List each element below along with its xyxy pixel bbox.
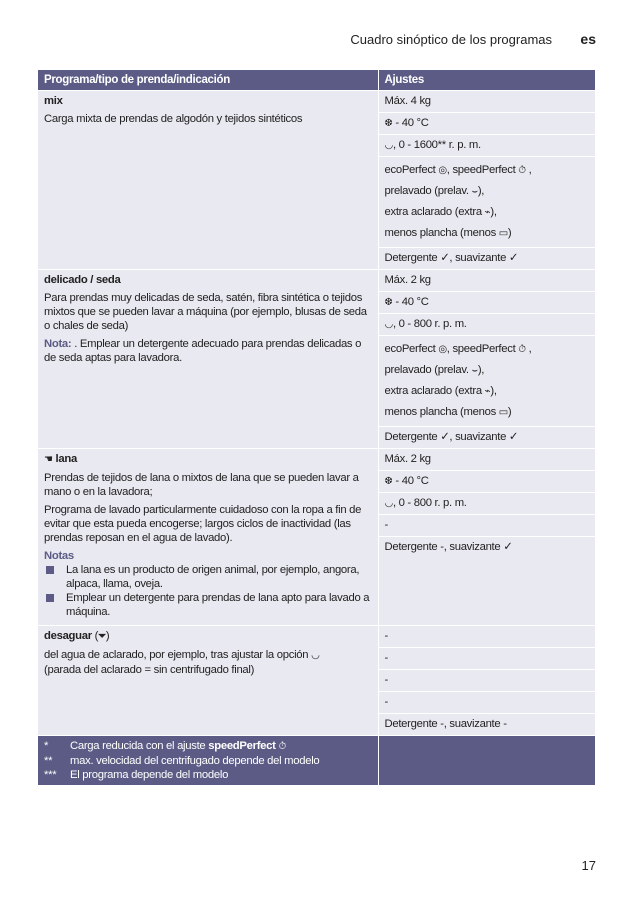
program-description: Carga mixta de prendas de algodón y tejidos sintéticos xyxy=(44,113,303,125)
eco-perfect-icon: ◎ xyxy=(438,165,447,176)
setting-load: Máx. 2 kg xyxy=(379,449,596,471)
page-header-title: Cuadro sinóptico de los programas xyxy=(350,32,552,47)
spin-icon: ◡ xyxy=(384,498,393,509)
note-item: La lana es un producto de origen animal, por ejemplo, angora, alpaca, llama, oveja. xyxy=(44,563,372,591)
setting-detergent: Detergente ✓, suavizante ✓ xyxy=(384,252,519,264)
temperature-icon: ❆ xyxy=(384,118,393,129)
table-header-row xyxy=(38,70,595,91)
page-number: 17 xyxy=(581,858,596,873)
temperature-icon: ❆ xyxy=(384,297,393,308)
settings-cell xyxy=(378,270,595,449)
setting-detergent: Detergente ✓, suavizante ✓ xyxy=(384,431,519,443)
table-row-desaguar xyxy=(38,626,595,736)
notes-label: Notas xyxy=(44,550,74,562)
setting-temperature: ❆ - 40 °C xyxy=(379,471,596,493)
prewash-icon: ⌣ xyxy=(471,365,478,376)
setting-detergent: Detergente -, suavizante ✓ xyxy=(384,541,513,553)
program-description: Para prendas muy delicadas de seda, satén, fibra sintética o tejidos mixtos que se pueden lavar a máquina (por ejemplo, blusas de seda o chales de seda) xyxy=(44,292,367,332)
footnote: *** El programa depende del modelo xyxy=(44,769,229,781)
iron-icon: ▭ xyxy=(498,228,508,239)
footnote: ** max. velocidad del centrifugado depende del modelo xyxy=(44,755,320,767)
settings-cell xyxy=(378,91,595,270)
extra-rinse-icon: ⌁ xyxy=(484,207,491,218)
program-description: del agua de aclarado, por ejemplo, tras ajustar la opción ◡ xyxy=(44,649,320,661)
iron-icon: ▭ xyxy=(498,407,508,418)
table-row-delicado-seda xyxy=(38,270,595,449)
spin-icon: ◡ xyxy=(311,650,320,661)
setting-temperature: - xyxy=(379,648,596,670)
note-item: Emplear un detergente para prendas de lana apto para lavado a máquina. xyxy=(44,591,372,619)
program-description: Prendas de tejidos de lana o mixtos de lana que se pueden lavar a mano o en la lavadora; xyxy=(44,472,359,498)
program-name: mix xyxy=(44,95,63,107)
program-cell xyxy=(38,270,378,449)
extra-rinse-icon: ⌁ xyxy=(484,386,491,397)
prewash-icon: ⌣ xyxy=(471,186,478,197)
footnotes-row xyxy=(38,736,595,786)
program-name: ☚ lana xyxy=(44,453,77,465)
column-header-settings: Ajustes xyxy=(378,70,595,91)
footnote: * Carga reducida con el ajuste speedPerfect ⏱ xyxy=(44,740,286,752)
setting-spin: ◡, 0 - 800 r. p. m. xyxy=(379,493,596,515)
column-header-program: Programa/tipo de prenda/indicación xyxy=(38,70,378,91)
wool-hand-icon: ☚ xyxy=(44,454,53,465)
setting-detergent: Detergente -, suavizante - xyxy=(384,718,507,730)
bullet-square-icon xyxy=(46,594,54,602)
program-name: desaguar (⏷) xyxy=(44,630,110,642)
setting-load: - xyxy=(379,626,596,648)
spin-icon: ◡ xyxy=(384,319,393,330)
speed-perfect-icon: ⏱ xyxy=(278,741,286,752)
program-description-2: (parada del aclarado = sin centrifugado final) xyxy=(44,664,255,676)
settings-cell xyxy=(378,449,595,626)
setting-spin: ◡, 0 - 1600** r. p. m. xyxy=(379,135,596,157)
program-cell xyxy=(38,91,378,270)
drain-icon: ⏷ xyxy=(98,631,106,642)
spin-icon: ◡ xyxy=(384,140,393,151)
temperature-icon: ❆ xyxy=(384,476,393,487)
note-label: Nota: xyxy=(44,338,72,350)
setting-temperature: ❆ - 40 °C xyxy=(379,113,596,135)
setting-temperature: ❆ - 40 °C xyxy=(379,292,596,314)
setting-load: Máx. 4 kg xyxy=(379,91,596,113)
bullet-square-icon xyxy=(46,566,54,574)
language-code: es xyxy=(580,31,596,47)
program-cell xyxy=(38,626,378,736)
setting-spin: ◡, 0 - 800 r. p. m. xyxy=(379,314,596,336)
setting-options: - xyxy=(379,515,596,537)
setting-options: ecoPerfect ◎, speedPerfect ⏱ , prelavado (prelav. ⌣), extra aclarado (extra ⌁), menos plancha (menos ▭) xyxy=(379,336,596,427)
setting-spin: - xyxy=(379,670,596,692)
speed-perfect-icon: ⏱ xyxy=(518,165,526,176)
program-note: Nota: . Emplear un detergente adecuado para prendas delicadas o de seda aptas para lavadora. xyxy=(44,338,362,364)
setting-load: Máx. 2 kg xyxy=(379,270,596,292)
program-table xyxy=(38,70,595,785)
speed-perfect-icon: ⏱ xyxy=(518,344,526,355)
footnotes-empty-cell xyxy=(378,736,595,786)
program-name: delicado / seda xyxy=(44,274,121,286)
footnotes-cell xyxy=(38,736,378,786)
setting-options: ecoPerfect ◎, speedPerfect ⏱ , prelavado (prelav. ⌣), extra aclarado (extra ⌁), menos plancha (menos ▭) xyxy=(379,157,596,248)
table-row-lana xyxy=(38,449,595,626)
settings-cell xyxy=(378,626,595,736)
program-description-2: Programa de lavado particularmente cuidadoso con la ropa a fin de evitar que esta pueda encogerse; largos ciclos de inactividad (las prendas reposan en el agua de lavado). xyxy=(44,504,362,544)
eco-perfect-icon: ◎ xyxy=(438,344,447,355)
program-cell xyxy=(38,449,378,626)
setting-options: - xyxy=(379,692,596,714)
table-row-mix xyxy=(38,91,595,270)
